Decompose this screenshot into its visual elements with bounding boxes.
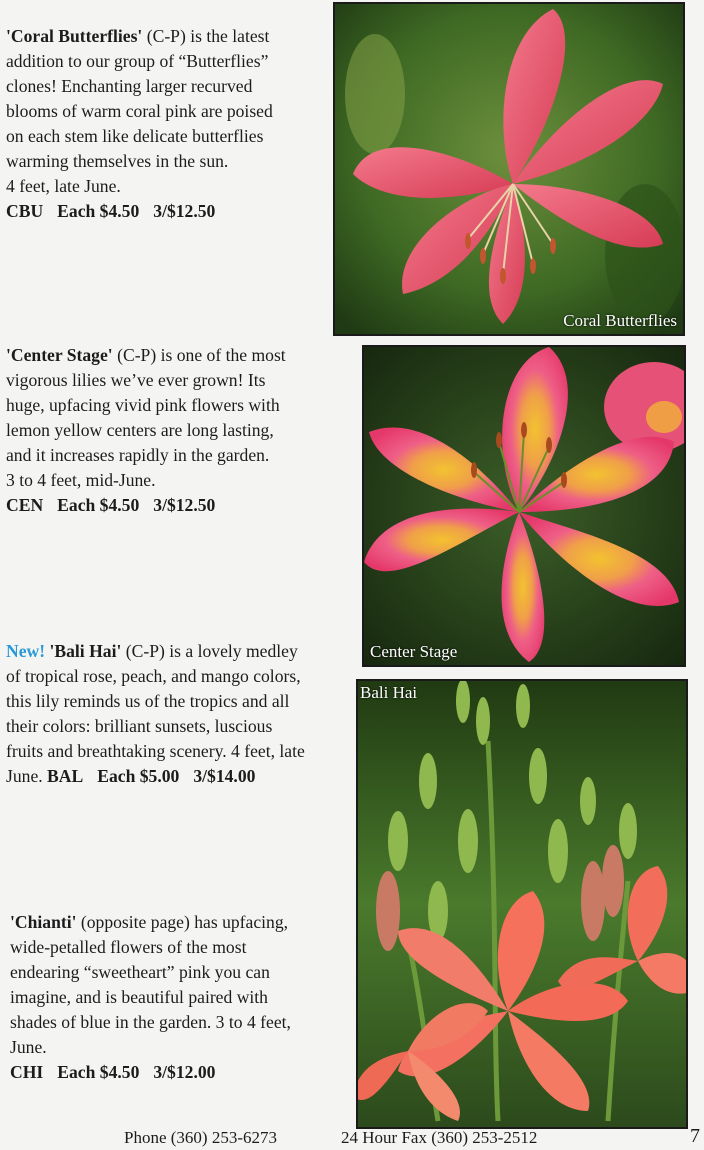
new-label: New! [6, 641, 46, 661]
photo-center-stage [362, 345, 686, 667]
photo-caption: Coral Butterflies [563, 311, 677, 330]
price-bulk: 3/$12.00 [153, 1062, 216, 1082]
photo-bali-hai [356, 679, 688, 1129]
entry-coral-butterflies [6, 24, 291, 224]
entry-name: 'Center Stage' [6, 345, 113, 365]
page-number: 7 [690, 1125, 700, 1147]
center-stage-image [364, 347, 684, 665]
entry-type: (opposite page) [80, 912, 190, 932]
entry-description: is the latest addition to our group of “Butterflies” clones! Enchanting larger recurved blooms of warm coral pink are poised on each stem like delicate butterflies warming themselves in the sun. [6, 26, 273, 171]
price-each: Each $5.00 [97, 766, 180, 786]
item-code: CEN [6, 495, 44, 515]
entry-description: is a lovely medley of tropical rose, peach, and mango colors, this lily reminds us of the tropics and all their colors: brilliant sunsets, luscious fruits and breathtaking scenery. 4 feet, late June. [6, 641, 305, 786]
footer-fax: 24 Hour Fax (360) 253-2512 [341, 1128, 538, 1147]
entry-description: is one of the most vigorous lilies we’ve ever grown! Its huge, upfacing vivid pink flowers with lemon yellow centers are long lasting, and it increases rapidly in the garden. [6, 345, 286, 465]
price-each: Each $4.50 [57, 495, 140, 515]
entry-details: 3 to 4 feet, mid-June. [6, 470, 156, 490]
bleed-through-text [300, 455, 360, 625]
price-bulk: 3/$12.50 [153, 495, 216, 515]
price-line [6, 495, 229, 515]
entry-details: 4 feet, late June. [6, 176, 121, 196]
footer-phone: Phone (360) 253-6273 [124, 1128, 277, 1147]
bali-hai-image [358, 681, 686, 1127]
item-code: CBU [6, 201, 44, 221]
entry-description: has upfacing, wide-petalled flowers of the most endearing “sweetheart” pink you can imagine, and is beautiful paired with shades of blue in the garden. 3 to 4 feet, June. [10, 912, 291, 1057]
item-code: BAL [47, 766, 84, 786]
entry-name: 'Chianti' [10, 912, 77, 932]
entry-type: (C-P) [125, 641, 165, 661]
price-each: Each $4.50 [57, 1062, 140, 1082]
price-line [47, 766, 269, 786]
entry-bali-hai [6, 639, 310, 789]
photo-coral-butterflies [333, 2, 685, 336]
item-code: CHI [10, 1062, 44, 1082]
price-line [6, 201, 229, 221]
price-bulk: 3/$12.50 [153, 201, 216, 221]
entry-type: (C-P) [117, 345, 157, 365]
entry-chianti [10, 910, 314, 1085]
entry-center-stage [6, 343, 291, 518]
entry-name: 'Bali Hai' [49, 641, 122, 661]
entry-name: 'Coral Butterflies' [6, 26, 143, 46]
price-line [10, 1062, 229, 1082]
photo-caption: Bali Hai [360, 683, 418, 702]
coral-butterflies-image [335, 4, 683, 334]
price-bulk: 3/$14.00 [193, 766, 256, 786]
price-each: Each $4.50 [57, 201, 140, 221]
photo-caption: Center Stage [370, 642, 458, 661]
entry-type: (C-P) [146, 26, 186, 46]
